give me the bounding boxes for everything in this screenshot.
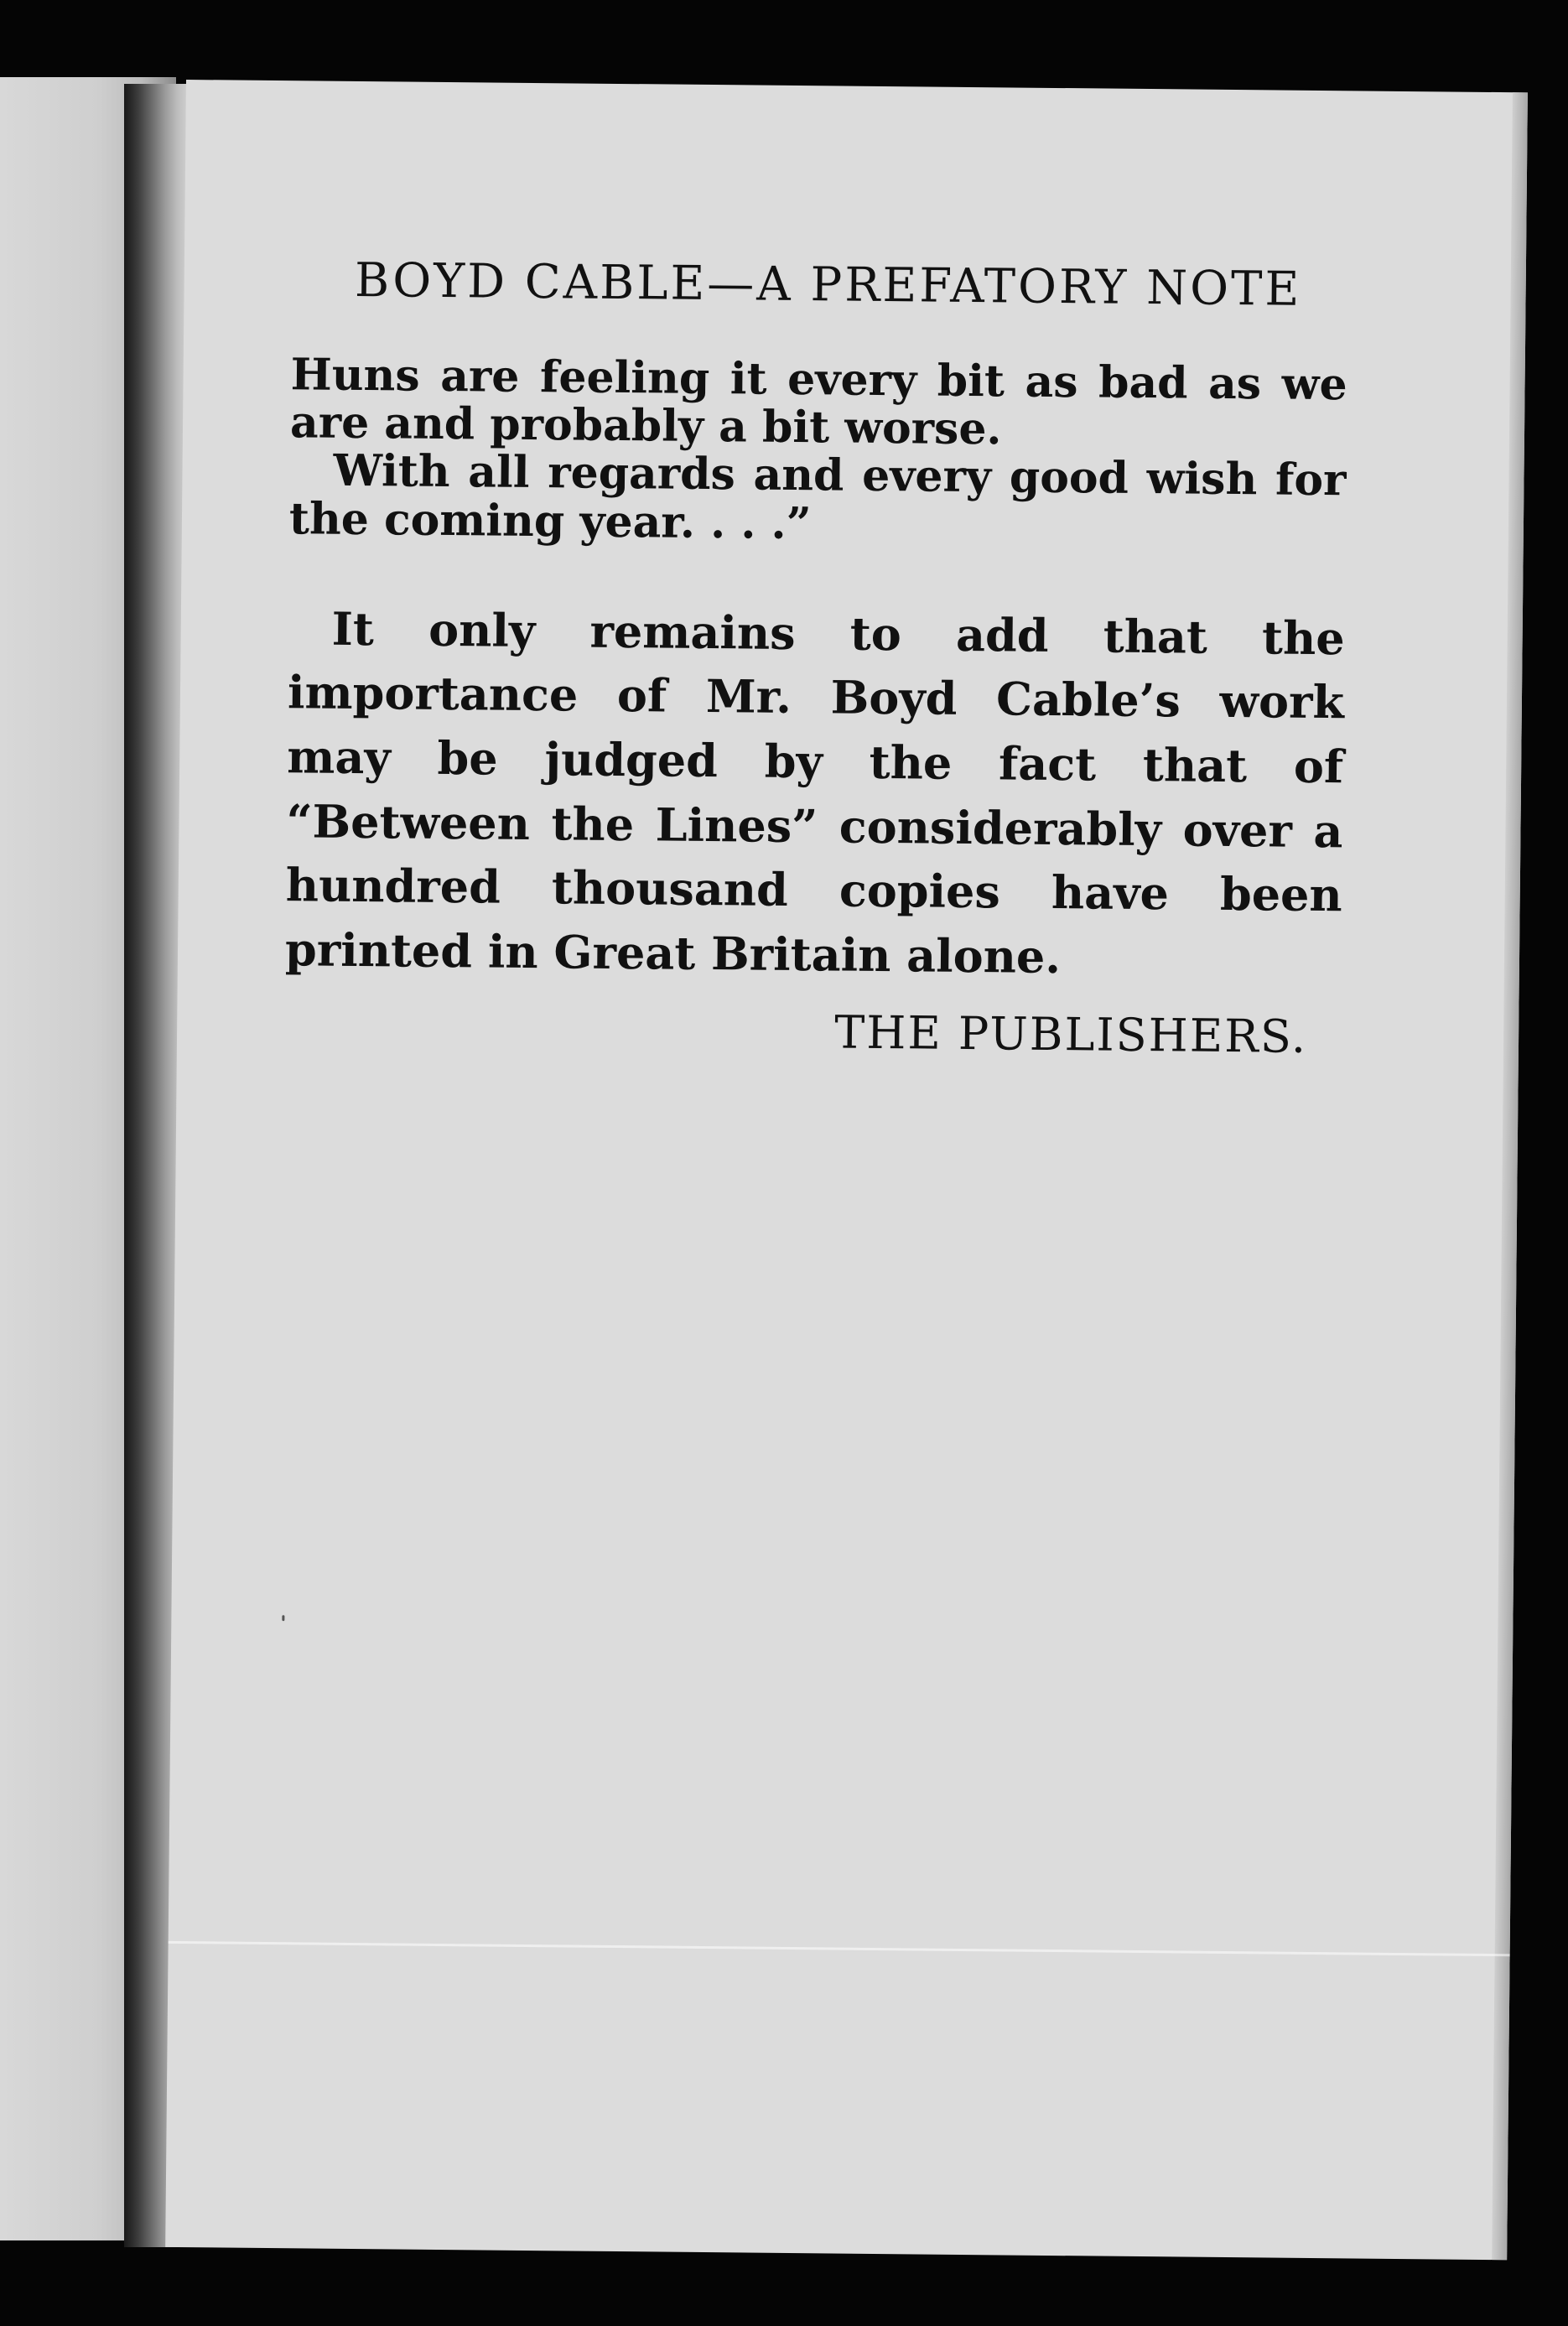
page-edge-shadow: [1492, 92, 1528, 2260]
page-header: BOYD CABLE—A PREFATORY NOTE: [354, 252, 1302, 317]
signature: THE PUBLISHERS.: [833, 1005, 1308, 1063]
letter-paragraph-1: Huns are feeling it every bit as bad as we are and probably a bit worse.: [289, 349, 1347, 455]
letter-paragraph-2: With all regards and every good wish for the coming year. . . .”: [288, 445, 1347, 549]
section-spacer: [288, 543, 1346, 606]
paper-speck: [282, 1615, 284, 1621]
page-crease: [169, 1941, 1510, 1956]
text-block: [284, 252, 1348, 1063]
right-page: [165, 80, 1528, 2260]
main-paragraph: It only remains to add that the importance of Mr. Boyd Cable’s work may be judged by the fact that of “Between the Lines” considerably over a hundred thousand copies have been printed in Great Britain alone.: [284, 601, 1345, 984]
